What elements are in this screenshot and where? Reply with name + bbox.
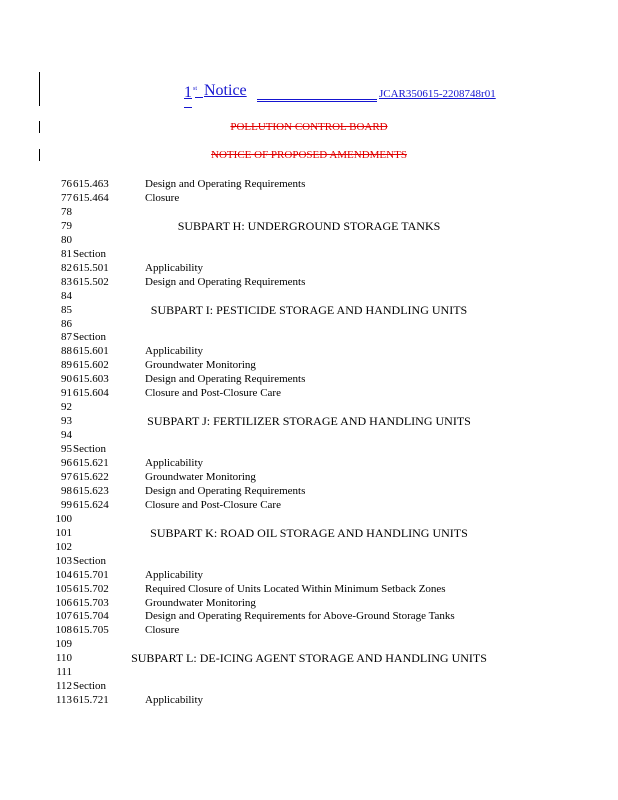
section-title: Design and Operating Requirements [145, 485, 306, 497]
document-line [0, 386, 618, 400]
document-line [0, 261, 618, 275]
document-line [0, 400, 618, 414]
document-line [0, 191, 618, 205]
line-number: 106 [55, 597, 72, 609]
section-title: Closure [145, 624, 180, 636]
document-line [0, 205, 618, 219]
document-line [0, 456, 618, 470]
line-number: 112 [55, 680, 72, 692]
section-heading: Section [73, 680, 106, 692]
document-line [0, 372, 618, 386]
header-dash [195, 97, 203, 98]
section-number: 615.464 [73, 192, 109, 204]
document-line [0, 358, 618, 372]
document-line [0, 693, 618, 707]
line-number: 109 [55, 638, 72, 650]
document-line [0, 526, 618, 540]
document-line [0, 344, 618, 358]
line-number: 94 [61, 429, 72, 441]
section-title: Applicability [145, 457, 204, 469]
header-label: Notice [204, 82, 247, 99]
document-line [0, 609, 618, 623]
section-number: 615.502 [73, 276, 109, 288]
document-line [0, 582, 618, 596]
section-title: Groundwater Monitoring [145, 471, 256, 483]
line-number: 101 [55, 527, 72, 539]
line-number: 84 [61, 290, 72, 302]
struck-agency-name: POLLUTION CONTROL BOARD [230, 121, 388, 133]
section-heading: Section [73, 248, 106, 260]
line-number: 105 [55, 583, 72, 595]
line-number: 91 [61, 387, 72, 399]
document-line [0, 540, 618, 554]
section-number: 615.702 [73, 583, 109, 595]
section-number: 615.621 [73, 457, 109, 469]
line-number: 96 [61, 457, 72, 469]
document-line [0, 512, 618, 526]
line-number: 108 [55, 624, 72, 636]
section-number: 615.623 [73, 485, 109, 497]
line-number: 80 [61, 234, 72, 246]
document-line [0, 233, 618, 247]
section-title: Design and Operating Requirements for Above-Ground Storage Tanks [145, 610, 455, 622]
section-number: 615.703 [73, 597, 109, 609]
subpart-heading: SUBPART J: FERTILIZER STORAGE AND HANDLING UNITS [147, 414, 471, 428]
line-number: 113 [55, 694, 72, 706]
document-line [0, 442, 618, 456]
line-number: 103 [55, 555, 72, 567]
section-heading: Section [73, 331, 106, 343]
document-line [0, 317, 618, 331]
document-line [0, 623, 618, 637]
section-number: 615.721 [73, 694, 109, 706]
line-number: 85 [61, 304, 72, 316]
document-line [0, 665, 618, 679]
line-number: 93 [61, 415, 72, 427]
line-number: 97 [61, 471, 72, 483]
line-number: 87 [61, 331, 72, 343]
section-number: 615.463 [73, 178, 109, 190]
section-title: Applicability [145, 262, 204, 274]
section-title: Design and Operating Requirements [145, 178, 306, 190]
document-line [0, 498, 618, 512]
section-title: Closure and Post-Closure Care [145, 387, 281, 399]
section-heading: Section [73, 555, 106, 567]
section-number: 615.601 [73, 345, 109, 357]
document-line [0, 289, 618, 303]
line-number: 102 [55, 541, 72, 553]
section-title: Groundwater Monitoring [145, 597, 256, 609]
line-number: 104 [55, 569, 72, 581]
document-line [0, 330, 618, 344]
document-line [0, 679, 618, 693]
section-heading: Section [73, 443, 106, 455]
subpart-heading: SUBPART L: DE-ICING AGENT STORAGE AND HANDLING UNITS [131, 651, 487, 665]
line-number: 111 [56, 666, 72, 678]
subpart-heading: SUBPART H: UNDERGROUND STORAGE TANKS [177, 219, 441, 233]
line-number: 76 [61, 178, 72, 190]
document-line [0, 484, 618, 498]
header-document-code: JCAR350615-2208748r01 [379, 88, 496, 100]
section-number: 615.622 [73, 471, 109, 483]
header-superscript: st [193, 86, 198, 92]
line-number: 99 [61, 499, 72, 511]
line-number: 82 [61, 262, 72, 274]
document-line [0, 414, 618, 428]
header-rule-double [257, 101, 377, 102]
line-number: 100 [55, 513, 72, 525]
section-number: 615.701 [73, 569, 109, 581]
document-line [0, 596, 618, 610]
section-title: Closure and Post-Closure Care [145, 499, 281, 511]
document-line [0, 637, 618, 651]
page-header [0, 80, 618, 110]
subpart-heading: SUBPART I: PESTICIDE STORAGE AND HANDLING UNITS [150, 303, 468, 317]
line-number: 79 [61, 220, 72, 232]
section-title: Groundwater Monitoring [145, 359, 256, 371]
line-number: 86 [61, 318, 72, 330]
line-number: 81 [61, 248, 72, 260]
line-number: 98 [61, 485, 72, 497]
header-rule [257, 99, 377, 100]
section-number: 615.501 [73, 262, 109, 274]
struck-notice-title: NOTICE OF PROPOSED AMENDMENTS [211, 149, 407, 161]
header-dash-lower [184, 107, 192, 108]
section-title: Closure [145, 192, 180, 204]
section-title: Design and Operating Requirements [145, 373, 306, 385]
document-line [0, 568, 618, 582]
document-line [0, 275, 618, 289]
section-number: 615.604 [73, 387, 109, 399]
subpart-heading: SUBPART K: ROAD OIL STORAGE AND HANDLING UNITS [150, 526, 468, 540]
line-number: 89 [61, 359, 72, 371]
section-title: Required Closure of Units Located Within Minimum Setback Zones [145, 583, 446, 595]
document-line [0, 303, 618, 317]
line-number: 107 [55, 610, 72, 622]
section-number: 615.704 [73, 610, 109, 622]
document-line [0, 177, 618, 191]
document-line [0, 651, 618, 665]
line-number: 92 [61, 401, 72, 413]
section-title: Applicability [145, 569, 204, 581]
line-number: 77 [61, 192, 72, 204]
section-number: 615.624 [73, 499, 109, 511]
line-number: 110 [55, 652, 72, 664]
section-number: 615.705 [73, 624, 109, 636]
line-number: 83 [61, 276, 72, 288]
document-line [0, 470, 618, 484]
line-number: 78 [61, 206, 72, 218]
header-page-number: 1 [184, 84, 192, 101]
line-number: 95 [61, 443, 72, 455]
section-number: 615.602 [73, 359, 109, 371]
section-number: 615.603 [73, 373, 109, 385]
line-number: 90 [61, 373, 72, 385]
section-title: Applicability [145, 345, 204, 357]
document-line [0, 554, 618, 568]
document-line [0, 428, 618, 442]
document-line [0, 219, 618, 233]
section-title: Applicability [145, 694, 204, 706]
section-title: Design and Operating Requirements [145, 276, 306, 288]
line-number: 88 [61, 345, 72, 357]
document-line [0, 247, 618, 261]
